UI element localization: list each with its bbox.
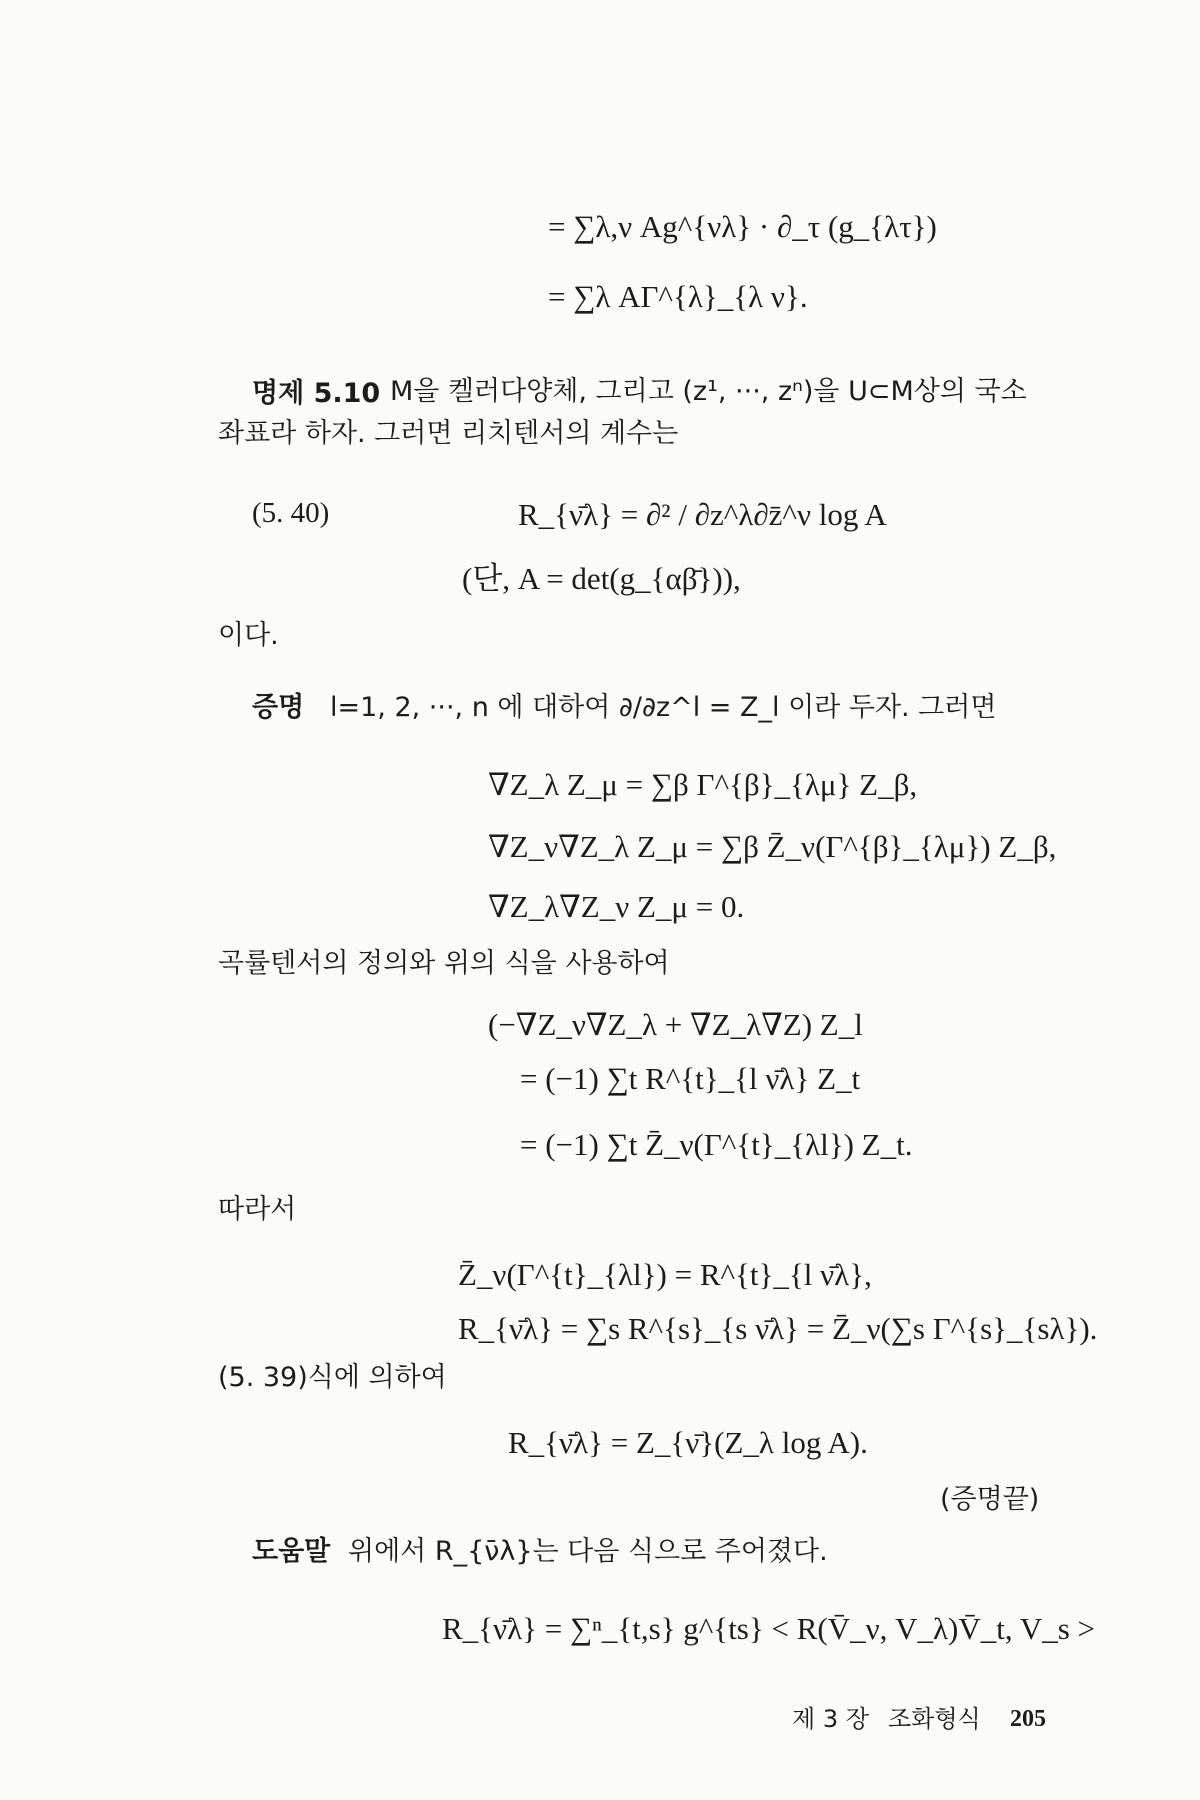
equation-curvature-3: = (−1) ∑t Z̄_ν(Γ^{t}_{λl}) Z_t. bbox=[520, 1127, 913, 1162]
equation-5-40: R_{ν̄λ} = ∂² / ∂z^λ∂z̄^ν log A bbox=[518, 497, 887, 532]
footer-chapter: 제 3 장 bbox=[792, 1705, 869, 1733]
remark-text: 위에서 R_{ν̄λ}는 다음 식으로 주어졌다. bbox=[348, 1536, 828, 1567]
equation-5-40-condition: (단, A = det(g_{αβ̄})), bbox=[462, 561, 741, 596]
proposition-conclusion: 이다. bbox=[218, 620, 279, 651]
equation-number-5-40: (5. 40) bbox=[252, 497, 330, 529]
by-equation-5-39-text: (5. 39)식에 의하여 bbox=[218, 1362, 447, 1393]
therefore-text: 따라서 bbox=[218, 1194, 297, 1225]
equation-therefore-2: R_{ν̄λ} = ∑s R^{s}_{s ν̄λ} = Z̄_ν(∑s Γ^{s}_{sλ}). bbox=[458, 1311, 1098, 1346]
proof-text: l=1, 2, ···, n 에 대하여 ∂/∂z^l = Z_l 이라 두자. 그러면 bbox=[330, 692, 997, 723]
equation-nabla-3: ∇Z_λ∇Z_ν Z_μ = 0. bbox=[488, 889, 745, 924]
equation-therefore-1: Z̄_ν(Γ^{t}_{λl}) = R^{t}_{l ν̄λ}, bbox=[458, 1257, 872, 1292]
page-number: 205 bbox=[1010, 1706, 1046, 1732]
equation-curvature-1: (−∇Z_ν∇Z_λ + ∇Z_λ∇Z) Z_l bbox=[488, 1007, 863, 1042]
equation-curvature-2: = (−1) ∑t R^{t}_{l ν̄λ} Z_t bbox=[520, 1061, 861, 1096]
equation-final: R_{ν̄λ} = Z_{ν̄}(Z_λ log A). bbox=[508, 1425, 868, 1460]
proposition-text-line-1: M을 켈러다양체, 그리고 (z¹, ···, zⁿ)을 U⊂M상의 국소 bbox=[390, 376, 1027, 407]
footer-title: 조화형식 bbox=[888, 1705, 981, 1733]
equation-top-1: = ∑λ,ν Ag^{νλ} · ∂_τ (g_{λτ}) bbox=[548, 209, 937, 244]
proposition-text-line-2: 좌표라 하자. 그러면 리치텐서의 계수는 bbox=[218, 418, 679, 449]
qed-mark: (증명끝) bbox=[940, 1484, 1040, 1515]
equation-nabla-1: ∇Z_λ Z_μ = ∑β Γ^{β}_{λμ} Z_β, bbox=[488, 767, 918, 802]
equation-remark: R_{ν̄λ} = ∑ⁿ_{t,s} g^{ts} < R(V̄_ν, V_λ)V̄_t, V_s > bbox=[442, 1611, 1095, 1646]
remark-label: 도움말 bbox=[252, 1536, 331, 1567]
equation-nabla-2: ∇Z_ν∇Z_λ Z_μ = ∑β Z̄_ν(Γ^{β}_{λμ}) Z_β, bbox=[488, 829, 1057, 864]
equation-top-2: = ∑λ AΓ^{λ}_{λ ν}. bbox=[548, 279, 808, 314]
curvature-text: 곡률텐서의 정의와 위의 식을 사용하여 bbox=[218, 948, 670, 979]
proof-label: 증명 bbox=[252, 692, 305, 723]
proposition-label: 명제 5.10 bbox=[252, 378, 381, 409]
